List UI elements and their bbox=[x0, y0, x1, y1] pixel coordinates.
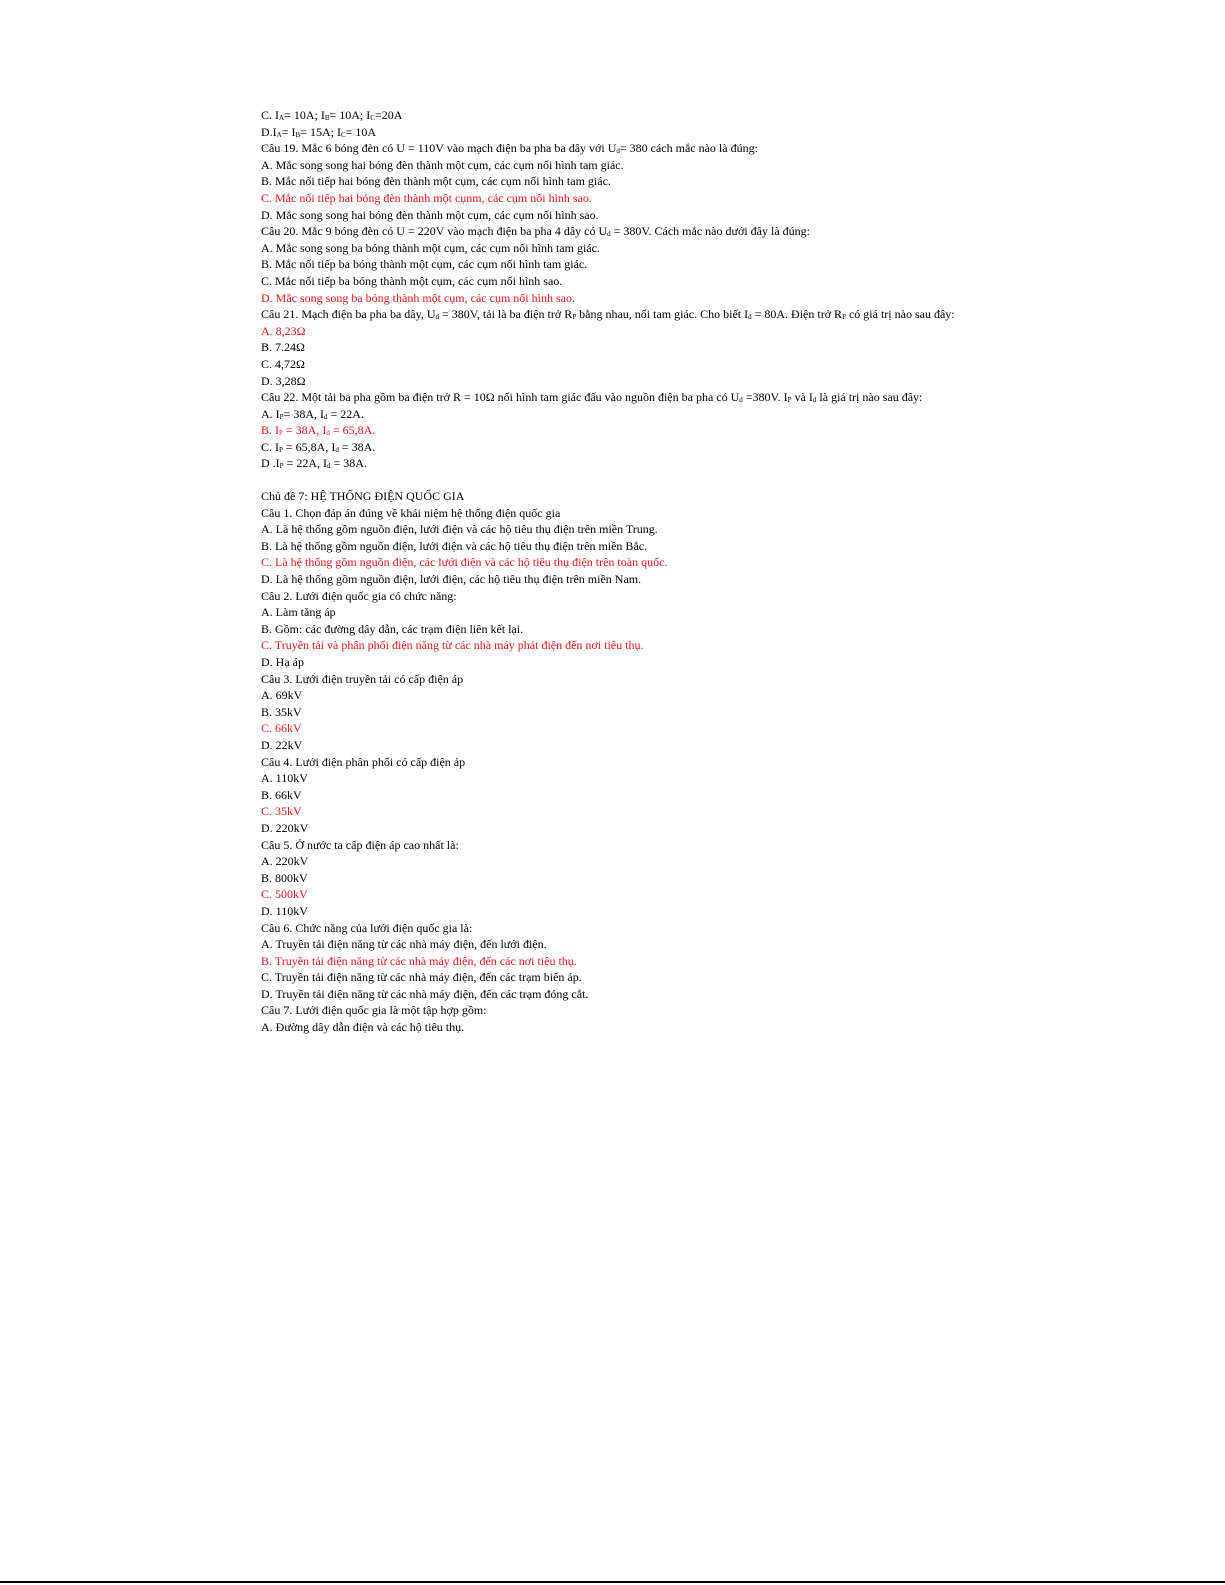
answer-line: C. Là hệ thống gồm nguồn điện, các lưới điện và các hộ tiêu thụ điện trên toàn quốc. bbox=[261, 555, 668, 570]
text-line: A. Mắc song song ba bóng thành một cụm, các cụm nối hình tam giác. bbox=[261, 240, 600, 255]
text-line: B. Gồm: các đường dây dẫn, các trạm điện liên kết lại. bbox=[261, 621, 524, 636]
text-line: Chủ đề 7: HỆ THỐNG ĐIỆN QUỐC GIA bbox=[261, 489, 465, 504]
text-line: Câu 7. Lưới điện quốc gia là một tập hợp gồm: bbox=[261, 1003, 487, 1018]
text-line: Câu 2. Lưới điện quốc gia có chức năng: bbox=[261, 588, 457, 603]
answer-line: D. Mắc song song ba bóng thành một cụm, các cụm nối hình sao. bbox=[261, 290, 575, 305]
text-line: A. Truyền tải điện năng từ các nhà máy điện, đến lưới điện. bbox=[261, 937, 547, 952]
text-line: A. 220kV bbox=[261, 854, 309, 869]
text-line: A. 69kV bbox=[261, 688, 303, 703]
text-line: B. Mắc nối tiếp ba bóng thành một cụm, các cụm nối hình tam giác. bbox=[261, 257, 588, 272]
text-line: Câu 4. Lưới điện phân phối có cấp điện áp bbox=[261, 754, 466, 769]
text-line: D. 110kV bbox=[261, 903, 308, 918]
text-line: C. 4,72Ω bbox=[261, 356, 305, 371]
answer-line: C. Truyền tải và phân phối điện năng từ các nhà máy phát điện đến nơi tiêu thụ. bbox=[261, 638, 644, 653]
text-line: C. $I_P = 65,8A$, $I_d = 38A$. bbox=[261, 439, 376, 454]
answer-line: A. 8,23Ω bbox=[261, 323, 306, 338]
text-line: A. Đường dây dẫn điện và các hộ tiêu thụ. bbox=[261, 1020, 465, 1035]
text-line: B. 35kV bbox=[261, 704, 302, 719]
text-line: D. 220kV bbox=[261, 820, 309, 835]
text-line: C. Mắc nối tiếp ba bóng thành một cụm, các cụm nối hình sao. bbox=[261, 273, 563, 288]
text-line: D. Mắc song song hai bóng đèn thành một cụm, các cụm nối hình sao. bbox=[261, 207, 599, 222]
text-line: D. 22kV bbox=[261, 737, 303, 752]
text-line: D. Là hệ thống gồm nguồn điện, lưới điện, các hộ tiêu thụ điện trên miền Nam. bbox=[261, 572, 642, 587]
answer-line: C. Mắc nối tiếp hai bóng đèn thành một cụnm, các cụm nối hình sao. bbox=[261, 190, 592, 205]
document-body bbox=[261, 107, 981, 1036]
text-line: B. 66kV bbox=[261, 787, 302, 802]
text-line: B. Là hệ thống gồm nguồn điện, lưới điện và các hộ tiêu thụ điện trên miền Bắc. bbox=[261, 538, 648, 553]
text-line: B. 800kV bbox=[261, 870, 308, 885]
text-line: Câu 21. Mạch điện ba pha ba dây, $U_d = 380V$, tải là ba điện trở $R_P$ bằng nhau, nối tam giác. Cho biết $I_d = 80A$. Điện trở $R_P$ có giá trị nào sau đây: bbox=[261, 307, 955, 322]
text-line: D. Truyền tải điện năng từ các nhà máy điện, đến các trạm đóng cắt. bbox=[261, 986, 589, 1001]
page-bottom-rule bbox=[0, 1581, 1225, 1583]
text-line: D. 3,28Ω bbox=[261, 373, 306, 388]
text-line: D $.I_P = 22A$, $I_d = 38A$. bbox=[261, 456, 367, 471]
text-line: Câu 19. Mắc 6 bóng đèn có U = 110V vào mạch điện ba pha ba dây với $U_d= 380$ cách mắc nào là đúng: bbox=[261, 141, 758, 156]
text-line: Câu 5. Ở nước ta cấp điện áp cao nhất là: bbox=[261, 837, 459, 852]
text-line: A. Làm tăng áp bbox=[261, 605, 336, 620]
text-line: C. Truyền tải điện năng từ các nhà máy điện, đến các trạm biến áp. bbox=[261, 970, 582, 985]
text-line: B. 7.24Ω bbox=[261, 340, 305, 355]
text-line: Câu 22. Một tải ba pha gồm ba điện trở R = 10Ω nối hình tam giác đấu vào nguồn điện ba pha có $U_d =380V$. $I_P$ và $I_d$ là giá trị nào sau đây: bbox=[261, 390, 923, 405]
text-line: B. Mắc nối tiếp hai bóng đèn thành một cụm, các cụm nối hình tam giác. bbox=[261, 174, 611, 189]
text-line: Câu 1. Chọn đáp án đúng về khái niệm hệ thống điện quốc gia bbox=[261, 505, 561, 520]
answer-line: C. 66kV bbox=[261, 721, 302, 736]
text-line: A. 110kV bbox=[261, 771, 308, 786]
answer-line: C. 500kV bbox=[261, 887, 308, 902]
text-line: A. Là hệ thống gồm nguồn điện, lưới điện và các hộ tiêu thụ điện trên miền Trung. bbox=[261, 522, 658, 537]
text-line: C. $I_A= 10A$; $I_B= 10A$; $I_C=20A$ bbox=[261, 108, 403, 122]
text-line: A. $I_P= 38A$, $I_d = 22A$. bbox=[261, 406, 364, 421]
text-line: D. Hạ áp bbox=[261, 655, 304, 669]
answer-line: B. Truyền tải điện năng từ các nhà máy điện, đến các nơi tiêu thụ. bbox=[261, 953, 577, 968]
text-line: A. Mắc song song hai bóng đèn thành một cụm, các cụm nối hình tam giác. bbox=[261, 157, 624, 172]
answer-line: C. 35kV bbox=[261, 804, 302, 819]
text-line: $D.I_A= I_B= 15A$; $I_C= 10A$ bbox=[261, 124, 377, 139]
text-line: Câu 6. Chức năng của lưới điện quốc gia là: bbox=[261, 920, 473, 935]
text-line: Câu 3. Lưới điện truyền tải có cấp điện áp bbox=[261, 671, 464, 686]
text-line: Câu 20. Mắc 9 bóng đèn có U = 220V vào mạch điện ba pha 4 dây có $U_d = 380V$. Cách mắc nào dưới đây là đúng: bbox=[261, 224, 810, 239]
answer-line: B. $I_P = 38A$, $I_d = 65,8A$. bbox=[261, 423, 376, 438]
